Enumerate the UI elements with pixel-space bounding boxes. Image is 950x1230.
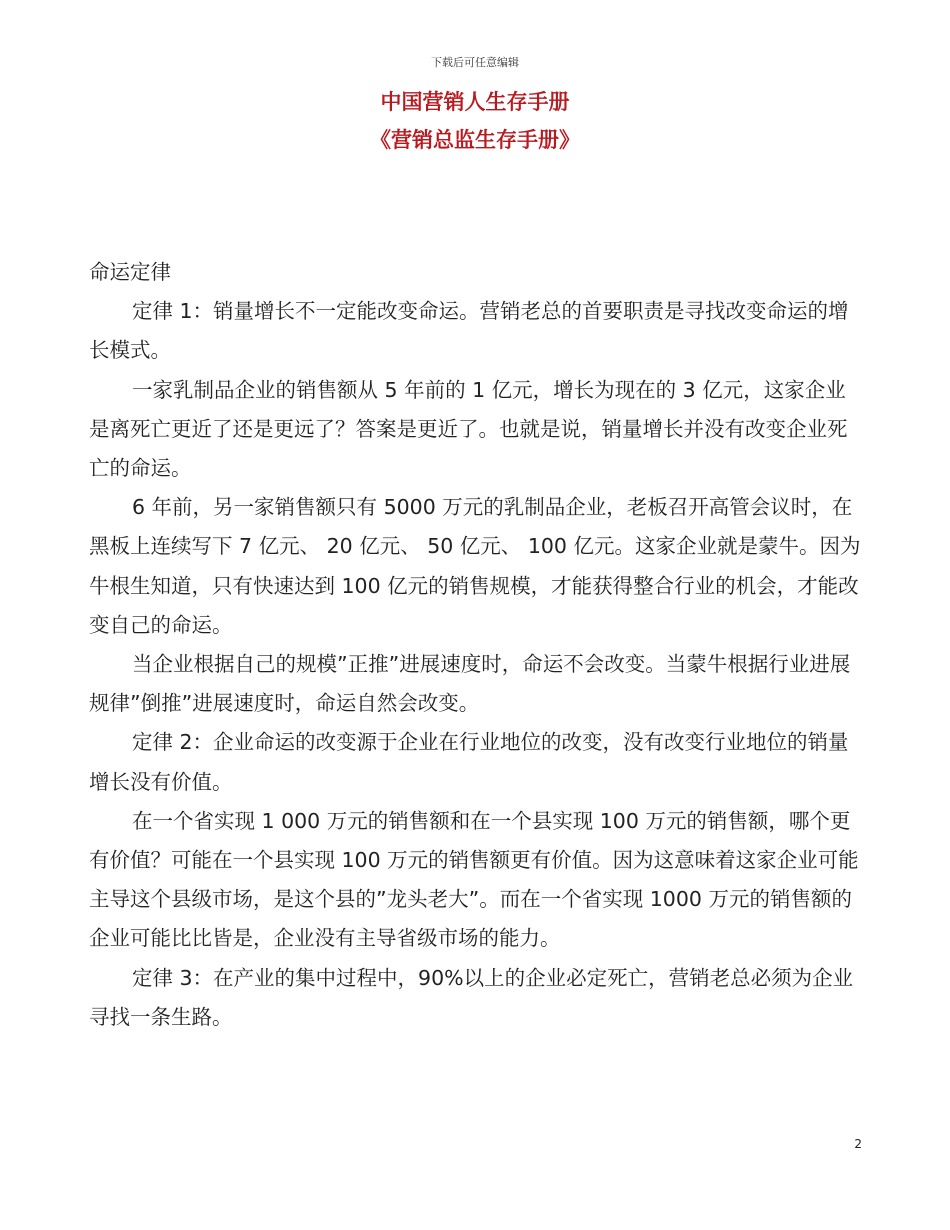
document-title: 中国营销人生存手册 bbox=[380, 90, 570, 114]
paragraph: 定律 2：企业命运的改变源于企业在行业地位的改变，没有改变行业地位的销量增长没有价值。 bbox=[89, 730, 849, 794]
paragraph: 定律 1：销量增长不一定能改变命运。营销老总的首要职责是寻找改变命运的增长模式。 bbox=[89, 299, 849, 363]
paragraph: 一家乳制品企业的销售额从 5 年前的 1 亿元，增长为现在的 3 亿元，这家企业是离死亡更近了还是更远了？答案是更近了。也就是说，销量增长并没有改变企业死亡的命运。 bbox=[89, 377, 848, 481]
paragraph: 当企业根据自己的规模”正推”进展速度时，命运不会改变。当蒙牛根据行业进展规律”倒推”进展速度时，命运自然会改变。 bbox=[89, 652, 851, 716]
page-number: 2 bbox=[854, 1137, 862, 1151]
document-subtitle: 《营销总监生存手册》 bbox=[370, 128, 580, 152]
paragraph: 在一个省实现 1 000 万元的销售额和在一个县实现 100 万元的销售额，哪个更有价值？可能在一个县实现 100 万元的销售额更有价值。因为这意味着这家企业可能主导这个县级市场，是这个县的”龙头老大”。而在一个省实现 1000 万元的销售额的企业可能比比皆是，企业没有主导省级市场的能力。 bbox=[89, 808, 859, 951]
paragraph: 6 年前，另一家销售额只有 5000 万元的乳制品企业，老板召开高管会议时，在黑板上连续写下 7 亿元、 20 亿元、 50 亿元、 100 亿元。这家企业就是蒙牛。因为牛根生知道，只有快速达到 100 亿元的销售规模，才能获得整合行业的机会，才能改变自己的命运。 bbox=[89, 495, 861, 637]
paragraph: 定律 3：在产业的集中过程中，90%以上的企业必定死亡，营销老总必须为企业寻找一条生路。 bbox=[89, 965, 854, 1029]
section-heading: 命运定律 bbox=[89, 260, 171, 284]
body-text bbox=[89, 253, 864, 1037]
header-note: 下载后可任意编辑 bbox=[431, 56, 519, 69]
